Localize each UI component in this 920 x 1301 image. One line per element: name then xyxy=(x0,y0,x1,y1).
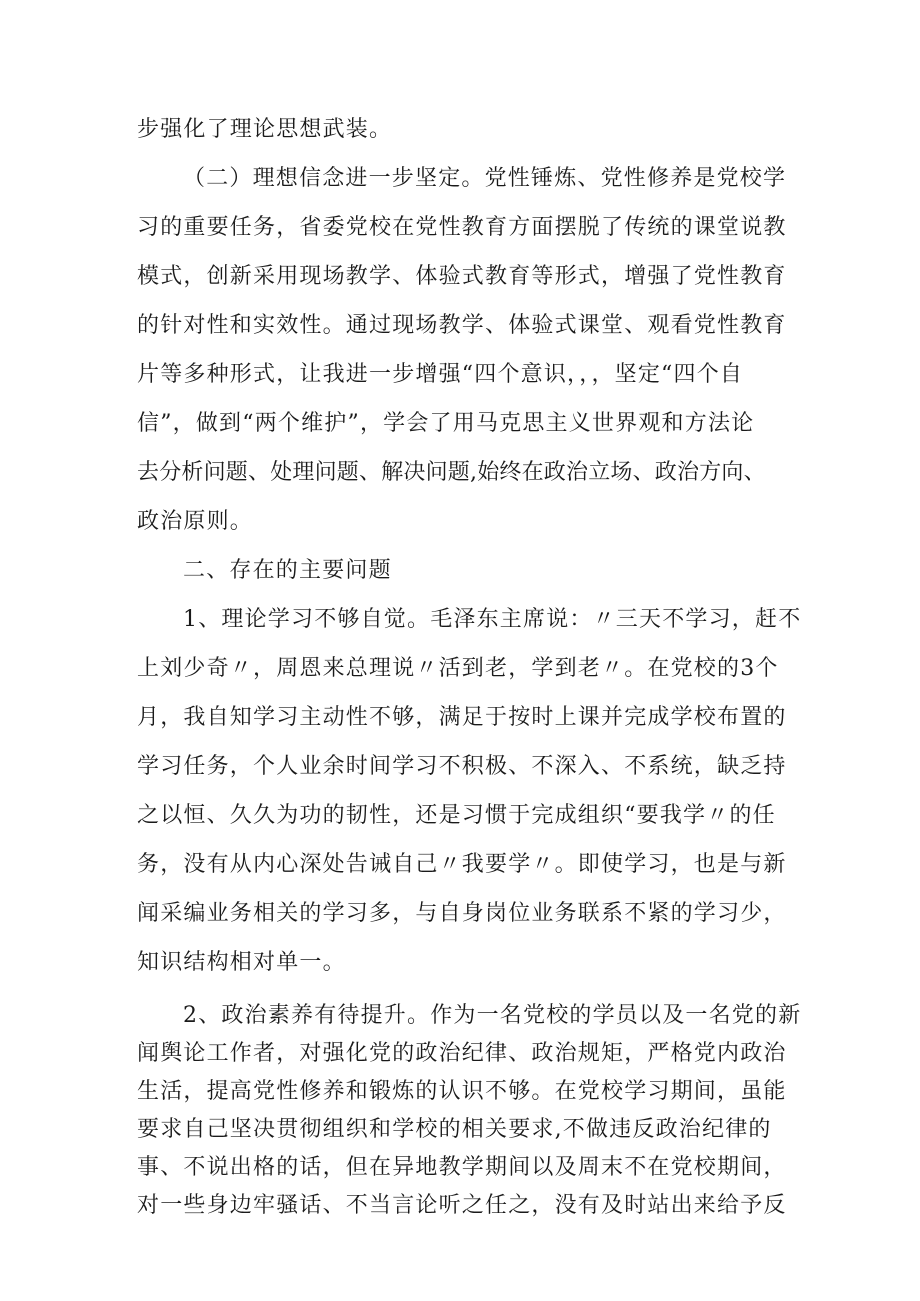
text-line-13: 月，我自知学习主动性不够，满足于按时上课并完成学校布置的 xyxy=(137,705,787,730)
text-line-15: 之以恒、久久为功的韧性，还是习惯于完成组织“要我学〃的任 xyxy=(137,803,776,828)
text-line-3: 习的重要任务，省委党校在党性教育方面摆脱了传统的课堂说教 xyxy=(137,215,787,240)
section-heading-line: （二）理想信念进一步坚定。党性锤炼、党性修养是党校学 xyxy=(183,166,787,191)
chapter-heading: 二、存在的主要问题 xyxy=(183,558,392,583)
text-line-17: 闻采编业务相关的学习多，与自身岗位业务联系不紧的学习少， xyxy=(137,901,787,926)
text-line-19: 2、政治素养有待提升。作为一名党校的学员以及一名党的新 xyxy=(183,1003,802,1028)
text-line-21: 生活，提高党性修养和锻炼的认识不够。在党校学习期间，虽能 xyxy=(137,1079,787,1104)
text-line-4: 模式，创新采用现场教学、体验式教育等形式，增强了党性教育 xyxy=(137,264,787,289)
text-line-5: 的针对性和实效性。通过现场教学、体验式课堂、观看党性教育 xyxy=(137,313,787,338)
text-line-16: 务，没有从内心深处告诫自己〃我要学〃。即使学习，也是与新 xyxy=(137,852,787,877)
text-line-24: 对一些身边牢骚话、不当言论听之任之，没有及时站出来给予反 xyxy=(137,1193,787,1218)
text-line-1: 步强化了理论思想武装。 xyxy=(137,117,393,142)
text-line-18: 知识结构相对单一。 xyxy=(137,950,346,975)
text-line-11: 1、理论学习不够自觉。毛泽东主席说：〃三天不学习，赶不 xyxy=(183,607,802,632)
text-line-22: 要求自己坚决贯彻组织和学校的相关要求,不做违反政治纪律的 xyxy=(137,1117,772,1142)
text-line-8: 去分析问题、处理问题、解决问题,始终在政治立场、政治方向、 xyxy=(137,460,766,485)
text-line-12: 上刘少奇〃，周恩来总理说〃活到老，学到老〃。在党校的3个 xyxy=(137,656,779,681)
text-line-6: 片等多种形式，让我进一步增强“四个意识，，，坚定“四个自 xyxy=(137,362,744,387)
text-line-14: 学习任务，个人业余时间学习不积极、不深入、不系统，缺乏持 xyxy=(137,754,787,779)
text-line-7: 信”，做到“两个维护”，学会了用马克思主义世界观和方法论 xyxy=(137,411,755,436)
text-line-23: 事、不说出格的话，但在异地教学期间以及周末不在党校期间， xyxy=(137,1155,787,1180)
text-line-9: 政治原则。 xyxy=(137,509,254,534)
text-line-20: 闻舆论工作者，对强化党的政治纪律、政治规矩，严格党内政治 xyxy=(137,1041,787,1066)
